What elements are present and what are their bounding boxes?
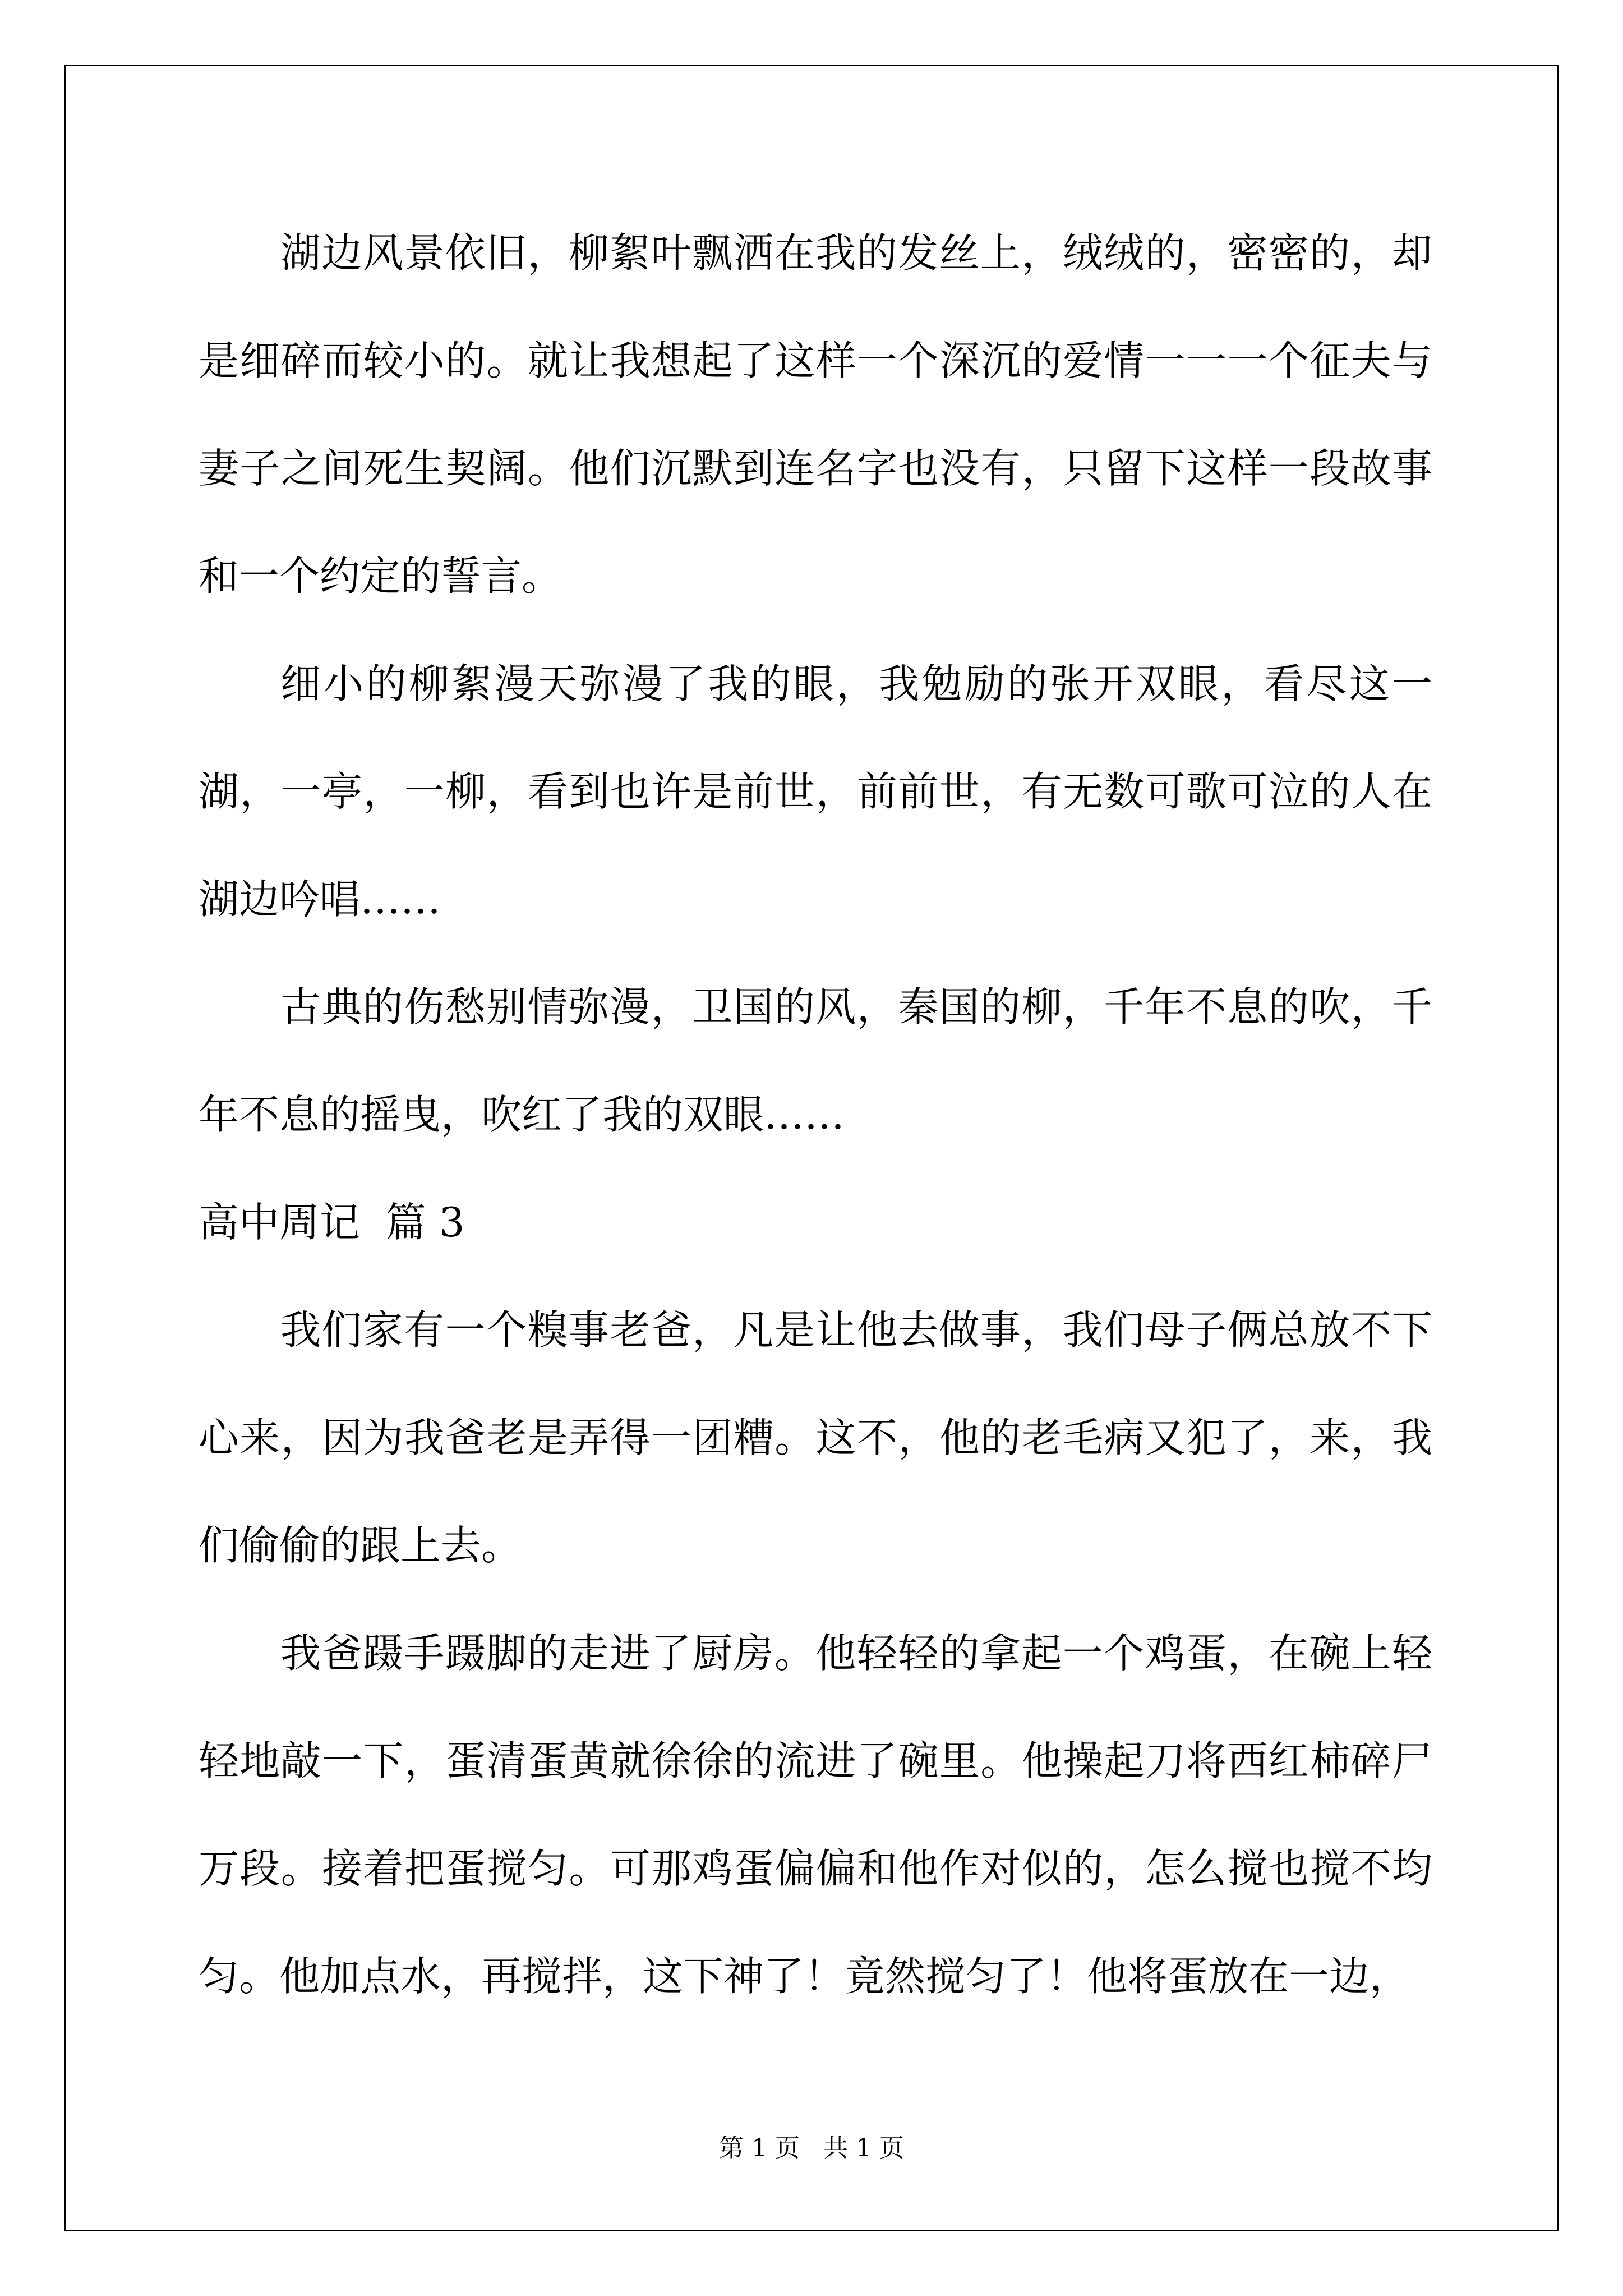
section-heading: 高中周记 篇 3 — [199, 1199, 465, 1246]
document-body — [199, 199, 1432, 2030]
paragraph: 我们家有一个糗事老爸，凡是让他去做事，我们母子俩总放不下心来，因为我爸老是弄得一团糟。这不，他的老毛病又犯了，来，我们偷偷的跟上去。 — [199, 1306, 1432, 1569]
page-footer — [0, 2132, 1623, 2165]
page-total: 共 1 页 — [823, 2134, 904, 2162]
page-number: 第 1 页 — [719, 2134, 800, 2162]
paragraph: 细小的柳絮漫天弥漫了我的眼，我勉励的张开双眼，看尽这一湖，一亭，一柳，看到也许是前世，前前世，有无数可歌可泣的人在湖边吟唱…… — [199, 660, 1432, 923]
paragraph: 我爸蹑手蹑脚的走进了厨房。他轻轻的拿起一个鸡蛋，在碗上轻轻地敲一下，蛋清蛋黄就徐徐的流进了碗里。他操起刀将西红柿碎尸万段。接着把蛋搅匀。可那鸡蛋偏偏和他作对似的，怎么搅也搅不均匀。他加点水，再搅拌，这下神了！竟然搅匀了！他将蛋放在一边， — [199, 1630, 1432, 2000]
paragraph: 古典的伤愁别情弥漫，卫国的风，秦国的柳，千年不息的吹，千年不息的摇曳，吹红了我的双眼…… — [199, 983, 1432, 1138]
paragraph: 湖边风景依旧，柳絮叶飘洒在我的发丝上，绒绒的，密密的，却是细碎而较小的。就让我想起了这样一个深沉的爱情一一一个征夫与妻子之间死生契阔。他们沉默到连名字也没有，只留下这样一段故事和一个约定的誓言。 — [199, 229, 1432, 600]
